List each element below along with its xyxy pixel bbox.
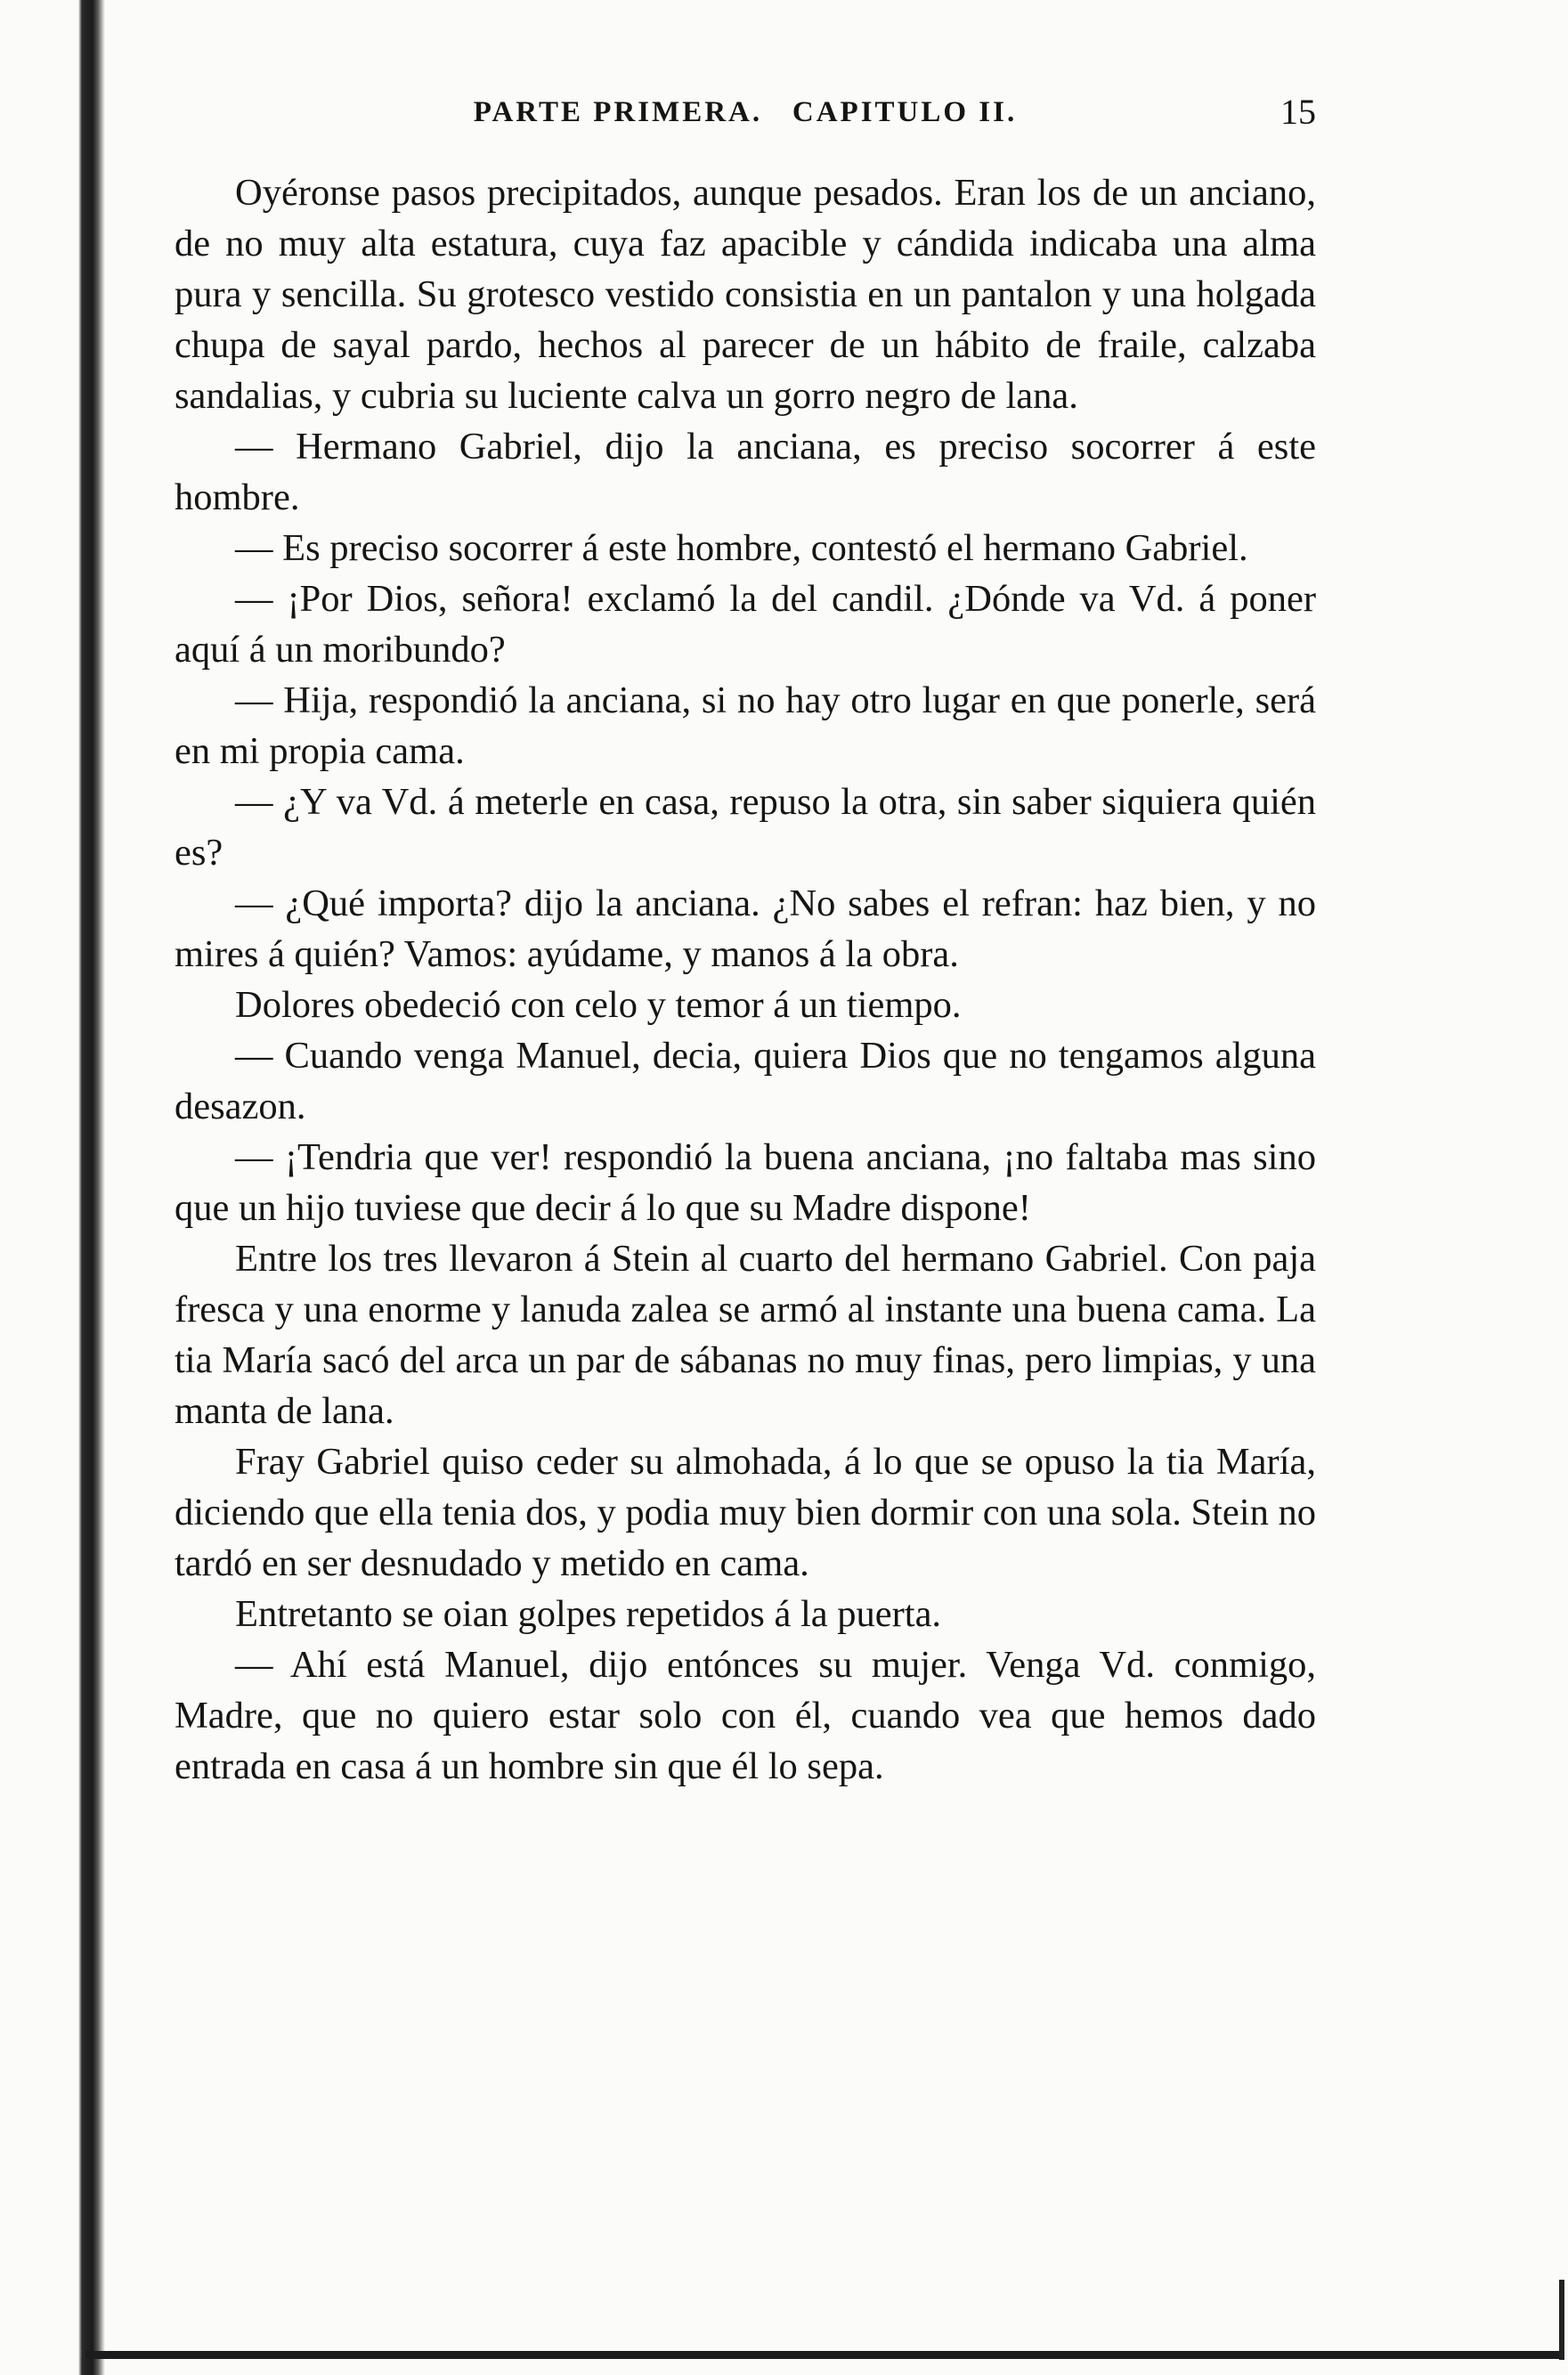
- paragraph: — Ahí está Manuel, dijo entónces su mujer. Venga Vd. conmigo, Madre, que no quiero estar solo con él, cuando vea que hemos dado entrada en casa á un hombre sin que él lo sepa.: [175, 1644, 1316, 1787]
- paragraph: — Es preciso socorrer á este hombre, contestó el hermano Gabriel.: [235, 527, 1248, 569]
- paragraph: Fray Gabriel quiso ceder su almohada, á lo que se opuso la tia María, diciendo que ella tenia dos, y podia muy bien dormir con una sola. Stein no tardó en ser desnudado y metido en cama.: [175, 1441, 1316, 1584]
- paragraph: Dolores obedeció con celo y temor á un tiempo.: [235, 984, 962, 1026]
- paragraph: — ¡Tendria que ver! respondió la buena anciana, ¡no faltaba mas sino que un hijo tuviese que decir á lo que su Madre dispone!: [175, 1136, 1316, 1229]
- paragraph: — ¿Y va Vd. á meterle en casa, repuso la otra, sin saber siquiera quién es?: [175, 781, 1316, 874]
- bottom-scan-edge: [85, 2351, 1559, 2359]
- page-header: [175, 85, 1316, 139]
- paragraph: Entre los tres llevaron á Stein al cuarto del hermano Gabriel. Con paja fresca y una enorme y lanuda zalea se armó al instante una buena cama. La tia María sacó del arca un par de sábanas no muy finas, pero limpias, y una manta de lana.: [175, 1238, 1316, 1432]
- binding-edge: [0, 0, 107, 2375]
- body-text: [175, 167, 1316, 1792]
- paragraph: — Hermano Gabriel, dijo la anciana, es preciso socorrer á este hombre.: [175, 426, 1316, 518]
- paragraph: — ¡Por Dios, señora! exclamó la del candil. ¿Dónde va Vd. á poner aquí á un moribundo?: [175, 578, 1316, 671]
- paragraph: — Cuando venga Manuel, decia, quiera Dios que no tengamos alguna desazon.: [175, 1035, 1316, 1127]
- paragraph: — Hija, respondió la anciana, si no hay otro lugar en que ponerle, será en mi propia cama.: [175, 679, 1316, 772]
- running-head: PARTE PRIMERA. CAPITULO II.: [473, 96, 1018, 128]
- paragraph: Oyéronse pasos precipitados, aunque pesados. Eran los de un anciano, de no muy alta estatura, cuya faz apacible y cándida indicaba una alma pura y sencilla. Su grotesco vestido consistia en un pantalon y una holgada chupa de sayal pardo, hechos al parecer de un hábito de fraile, calzaba sandalias, y cubria su luciente calva un gorro negro de lana.: [175, 172, 1316, 417]
- page-number: 15: [1280, 92, 1316, 132]
- corner-scan-edge: [1559, 2280, 1564, 2360]
- paragraph: — ¿Qué importa? dijo la anciana. ¿No sabes el refran: haz bien, y no mires á quién? Vamos: ayúdame, y manos á la obra.: [175, 882, 1316, 975]
- paragraph: Entretanto se oian golpes repetidos á la puerta.: [235, 1593, 942, 1635]
